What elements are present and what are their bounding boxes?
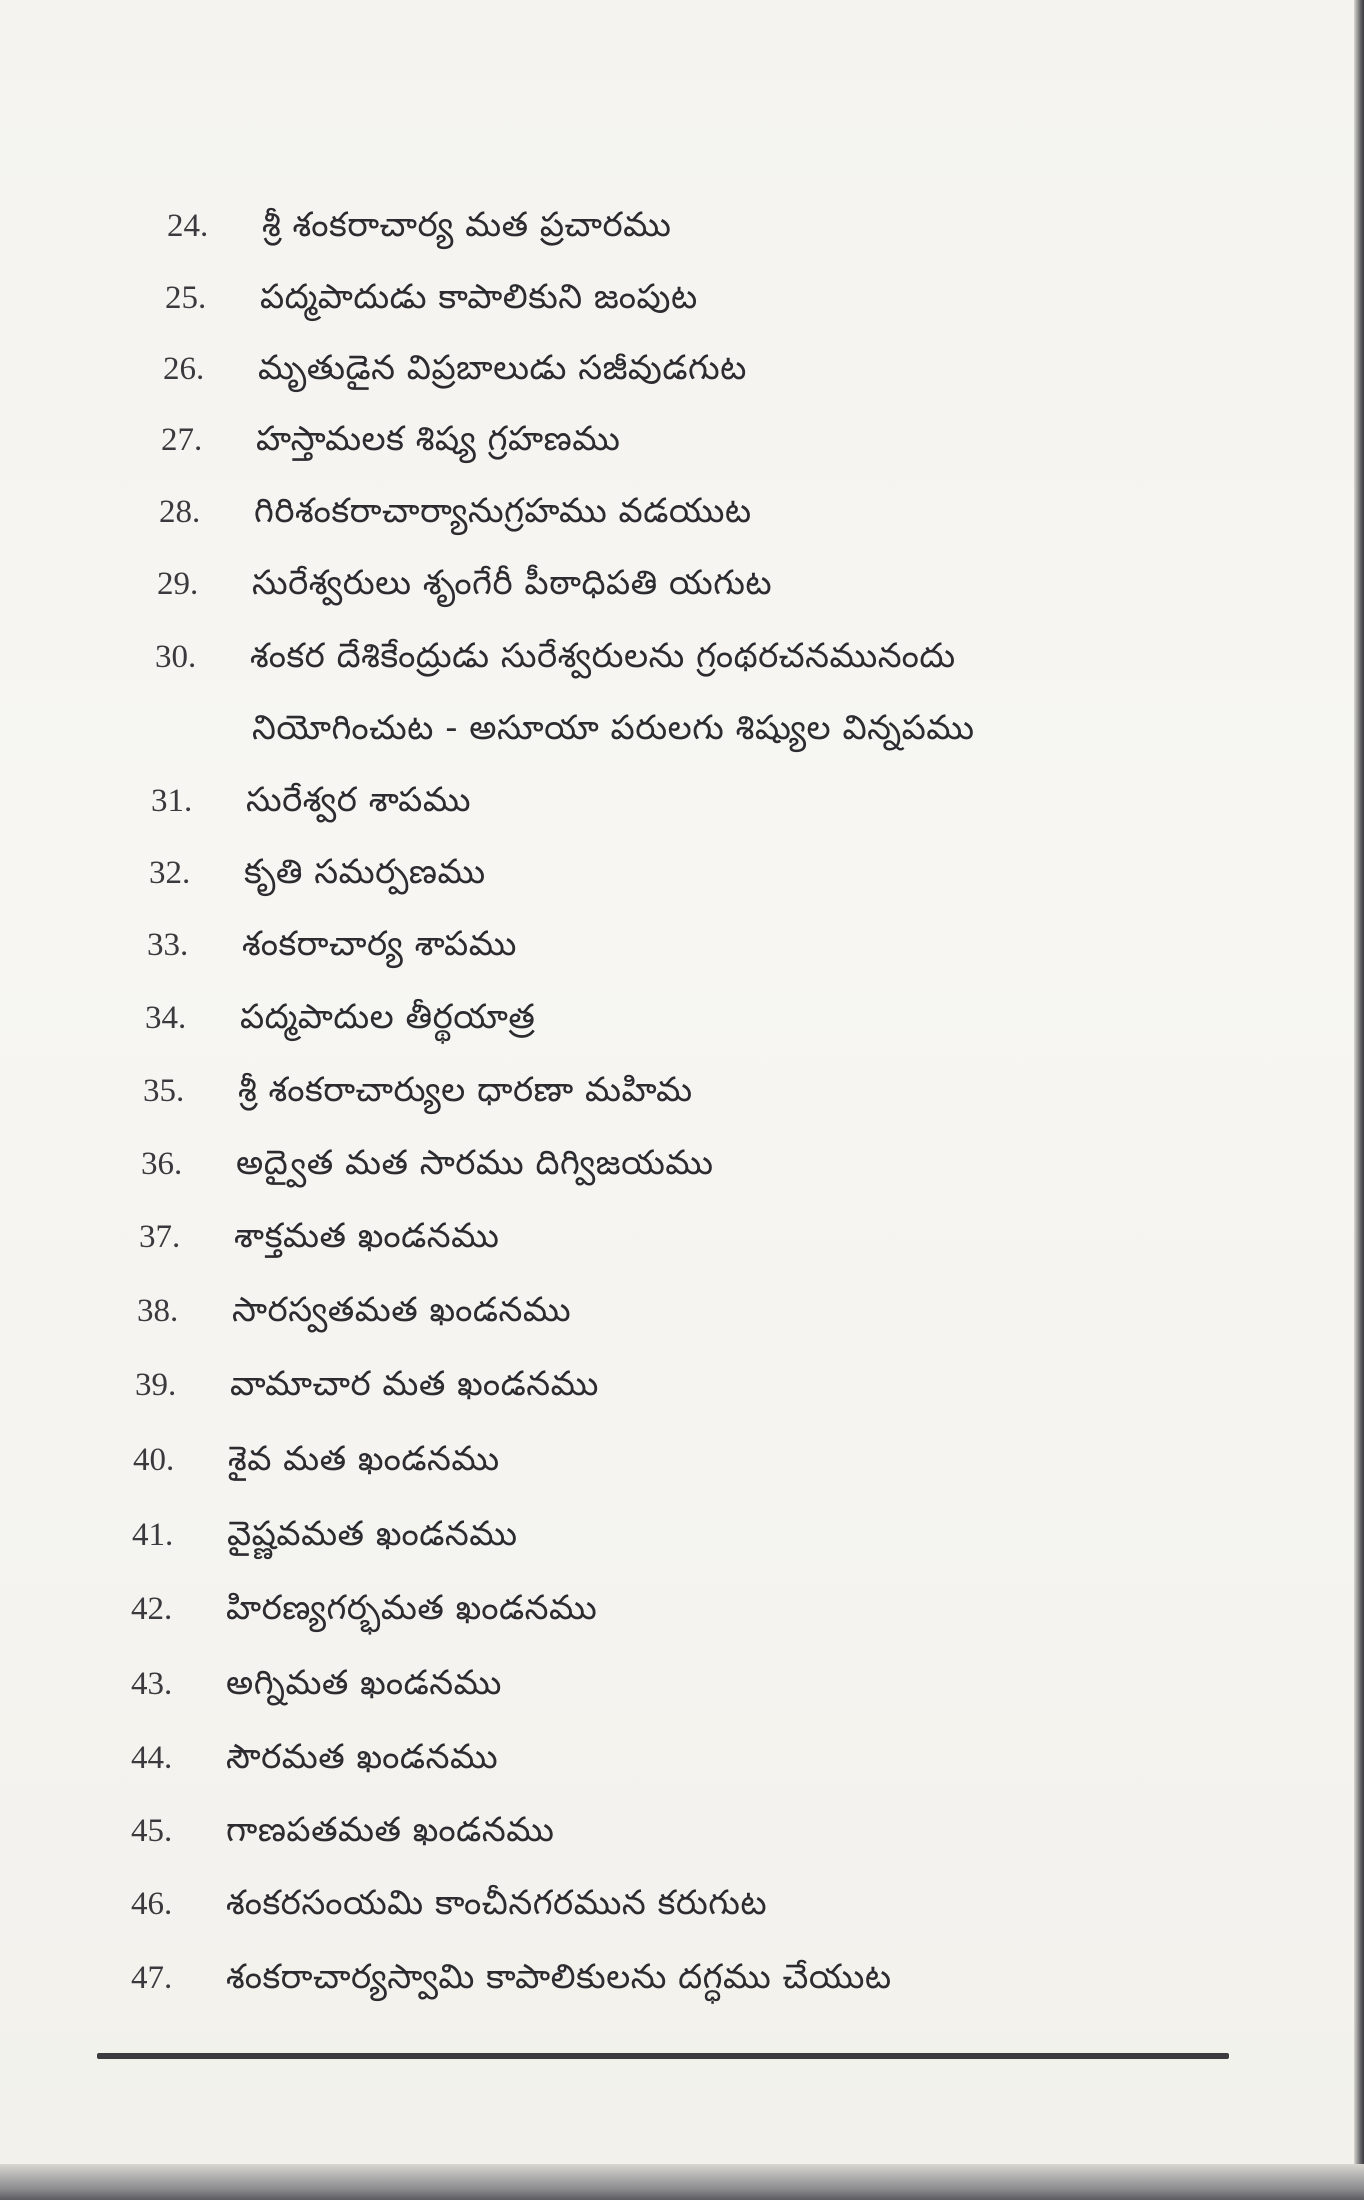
entry-title: గాణపతమత ఖండనము: [226, 1810, 555, 1850]
toc-entry: [155, 636, 956, 684]
entry-number: 29.: [157, 566, 199, 602]
entry-number: 40.: [133, 1442, 175, 1478]
toc-entry: [141, 1143, 714, 1191]
page-bottom-shadow: [0, 2164, 1364, 2200]
toc-entry: [143, 1070, 693, 1118]
entry-number: 32.: [149, 855, 191, 891]
toc-entry: [149, 852, 486, 900]
toc-entry: [167, 205, 671, 253]
entry-title: వైష్ణవమత ఖండనము: [227, 1514, 518, 1554]
entry-title: సారస్వతమత ఖండనము: [232, 1290, 572, 1330]
entry-number: 26.: [163, 351, 205, 387]
entry-number: 36.: [141, 1146, 183, 1182]
page-edge-shadow: [1354, 0, 1364, 2200]
entry-title: పద్మపాదుడు కాపాలికుని జంపుట: [260, 277, 698, 317]
entry-title: అగ్నిమత ఖండనము: [226, 1663, 502, 1703]
entry-number: 46.: [131, 1886, 173, 1922]
toc-entry: [157, 563, 772, 611]
toc-entry: [151, 780, 471, 828]
entry-title: సురేశ్వర శాపము: [246, 780, 472, 820]
entry-title: వామాచార మత ఖండనము: [230, 1364, 599, 1404]
entry-number: 30.: [155, 639, 197, 675]
toc-entry: [135, 1364, 599, 1412]
entry-title: సురేశ్వరులు శృంగేరీ పీఠాధిపతి యగుట: [252, 563, 773, 603]
entry-number: 47.: [131, 1960, 173, 1996]
toc-entry: [145, 997, 535, 1045]
entry-number: 41.: [132, 1517, 174, 1553]
entry-title: శంకరాచార్యస్వామి కాపాలికులను దగ్ధము చేయుట: [226, 1957, 892, 1997]
entry-number: 42.: [131, 1591, 173, 1627]
toc-entry: [133, 1439, 500, 1487]
entry-title: శ్రీ శంకరాచార్యుల ధారణా మహిమ: [238, 1070, 693, 1110]
entry-number: 25.: [165, 280, 207, 316]
toc-entry: [139, 1216, 499, 1264]
entry-title: శంకరసంయమి కాంచీనగరమున కరుగుట: [226, 1883, 768, 1923]
toc-entry: [165, 277, 698, 325]
entry-number: 31.: [151, 783, 193, 819]
entry-title-continuation: నియోగించుట - అసూయా పరులగు శిష్యుల విన్నపము: [252, 708, 975, 748]
entry-number: 43.: [131, 1666, 173, 1702]
entry-title: కృతి సమర్పణము: [244, 852, 486, 892]
entry-title: హిరణ్యగర్భమత ఖండనము: [226, 1588, 598, 1628]
entry-title: సౌరమత ఖండనము: [226, 1737, 499, 1777]
entry-title: శైవ మత ఖండనము: [228, 1439, 500, 1479]
entry-number: 33.: [147, 927, 189, 963]
entry-number: 37.: [139, 1219, 181, 1255]
entry-title: శాక్తమత ఖండనము: [234, 1216, 500, 1256]
entry-number: 39.: [135, 1367, 177, 1403]
entry-title: పద్మపాదుల తీర్థయాత్ర: [240, 997, 536, 1037]
entry-title: శ్రీ శంకరాచార్య మత ప్రచారము: [262, 205, 672, 245]
toc-entry: [131, 1883, 767, 1931]
toc-entry: [131, 1588, 597, 1636]
entry-number: 38.: [137, 1293, 179, 1329]
entry-title: శంకరాచార్య శాపము: [242, 924, 517, 964]
entry-title: శంకర దేశికేంద్రుడు సురేశ్వరులను గ్రంథరచనమునందు: [250, 636, 956, 676]
entry-title: అద్వైత మత సారము దిగ్విజయము: [236, 1143, 714, 1183]
toc-entry: [131, 1957, 892, 2005]
toc-entry: [137, 1290, 571, 1338]
entry-title: గిరిశంకరాచార్యానుగ్రహము వడయుట: [254, 491, 752, 531]
toc-entry: [161, 419, 620, 467]
toc-entry: [131, 1663, 502, 1711]
bottom-rule-divider: [97, 2053, 1229, 2059]
toc-entry: [132, 1514, 518, 1562]
entry-number: 28.: [159, 494, 201, 530]
entry-title: మృతుడైన విప్రబాలుడు సజీవుడగుట: [258, 348, 747, 388]
toc-entry: [159, 491, 752, 539]
toc-entry: [131, 1737, 498, 1785]
toc-entry: [131, 1810, 554, 1858]
toc-entry: [147, 924, 517, 972]
toc-entry: [163, 348, 747, 396]
entry-number: 34.: [145, 1000, 187, 1036]
entry-number: 44.: [131, 1740, 173, 1776]
entry-number: 24.: [167, 208, 209, 244]
entry-title: హస్తామలక శిష్య గ్రహణము: [256, 419, 621, 459]
entry-number: 45.: [131, 1813, 173, 1849]
entry-number: 27.: [161, 422, 203, 458]
entry-number: 35.: [143, 1073, 185, 1109]
